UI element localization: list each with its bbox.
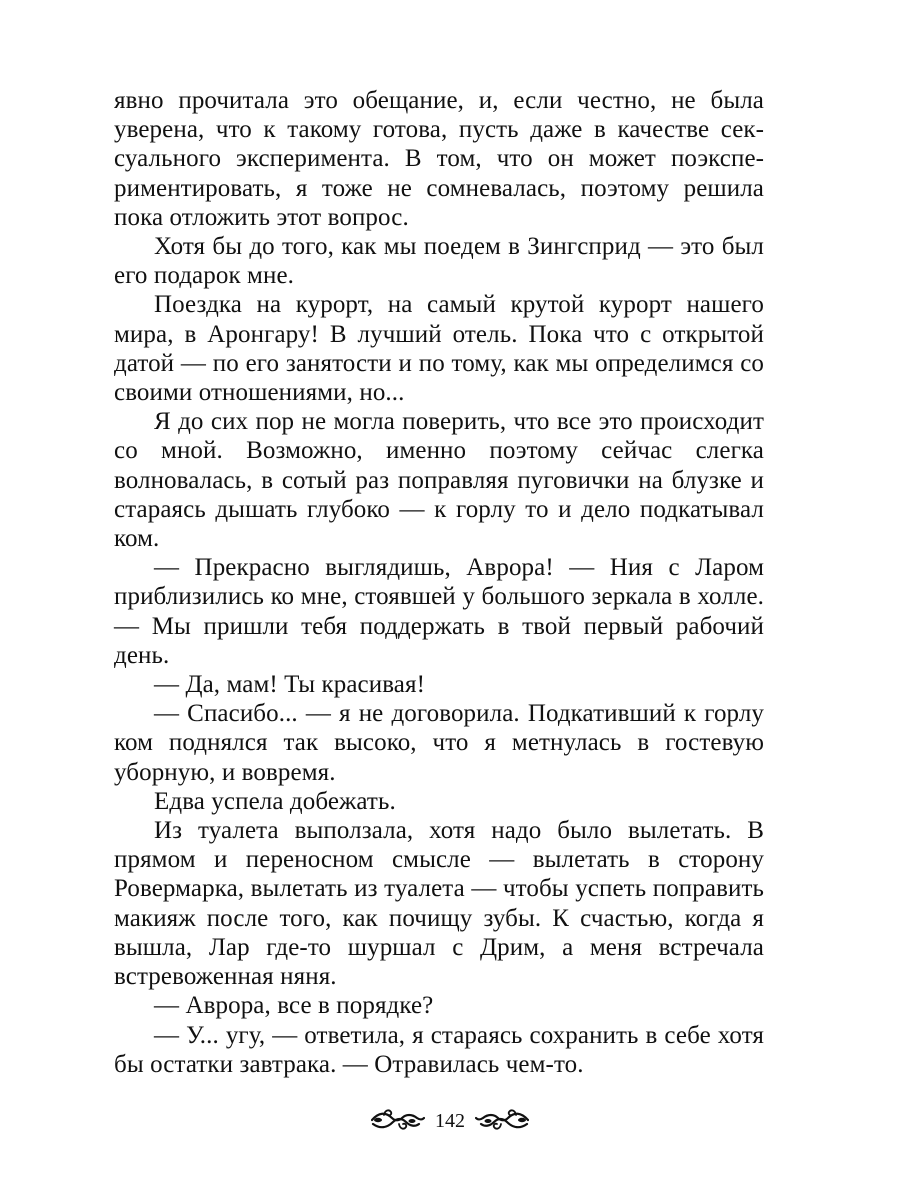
flourish-ornament-icon	[371, 1107, 425, 1133]
flourish-ornament-icon	[475, 1107, 529, 1133]
paragraph: Поездка на курорт, на самый крутой курорт нашего мира, в Аронгару! В лучший отель. Пока что с открытой датой — по его занятости и по тому, как мы определимся со своими отношениями, но...	[114, 291, 764, 407]
paragraph: — Аврора, все в порядке?	[154, 992, 434, 1020]
paragraph: Я до сих пор не могла поверить, что все это происходит со мной. Возможно, именно поэтому сейчас слегка волновалась, в сотый раз поправляя пуговички на блузке и стараясь дышать глубоко — к горлу то и дело подкатывал ком.	[114, 408, 764, 553]
paragraph: — Да, мам! Ты красивая!	[154, 671, 426, 699]
paragraph: — У... угу, — ответила, я стараясь сохранить в себе хотя бы остатки завтрака. — Отравилась чем-то.	[114, 1021, 764, 1078]
paragraph: — Спасибо... — я не договорила. Подкативший к горлу ком поднялся так высоко, что я метнулась в гостевую уборную, и вовремя.	[114, 700, 764, 786]
paragraph: Едва успела добежать.	[154, 787, 396, 815]
paragraph: Из туалета выползала, хотя надо было вылетать. В прямом и переносном смысле — вылетать в сторону Ровермарка, вылетать из туалета — чтобы успеть поправить макияж после того, как почищу зубы. К счастью, когда я вышла, Лар где-то шуршал с Дрим, а меня встречала встревоженная няня.	[114, 817, 764, 991]
page-number: 142	[435, 1109, 465, 1132]
page-footer	[0, 1103, 900, 1137]
paragraph: Хотя бы до того, как мы поедем в Зингсприд — это был его подарок мне.	[114, 233, 764, 290]
paragraph: явно прочитала это обещание, и, если честно, не была уверена, что к такому готова, пусть даже в качестве сексуального эксперимента. В том, что он может поэкспериментировать, я тоже не сомневалась, поэтому решила пока отложить этот вопрос.	[114, 87, 764, 231]
page-body-text	[114, 86, 764, 1079]
paragraph: — Прекрасно выглядишь, Аврора! — Ния с Ларом приблизились ко мне, стоявшей у большого зеркала в холле. — Мы пришли тебя поддержать в твой первый рабочий день.	[114, 554, 764, 669]
